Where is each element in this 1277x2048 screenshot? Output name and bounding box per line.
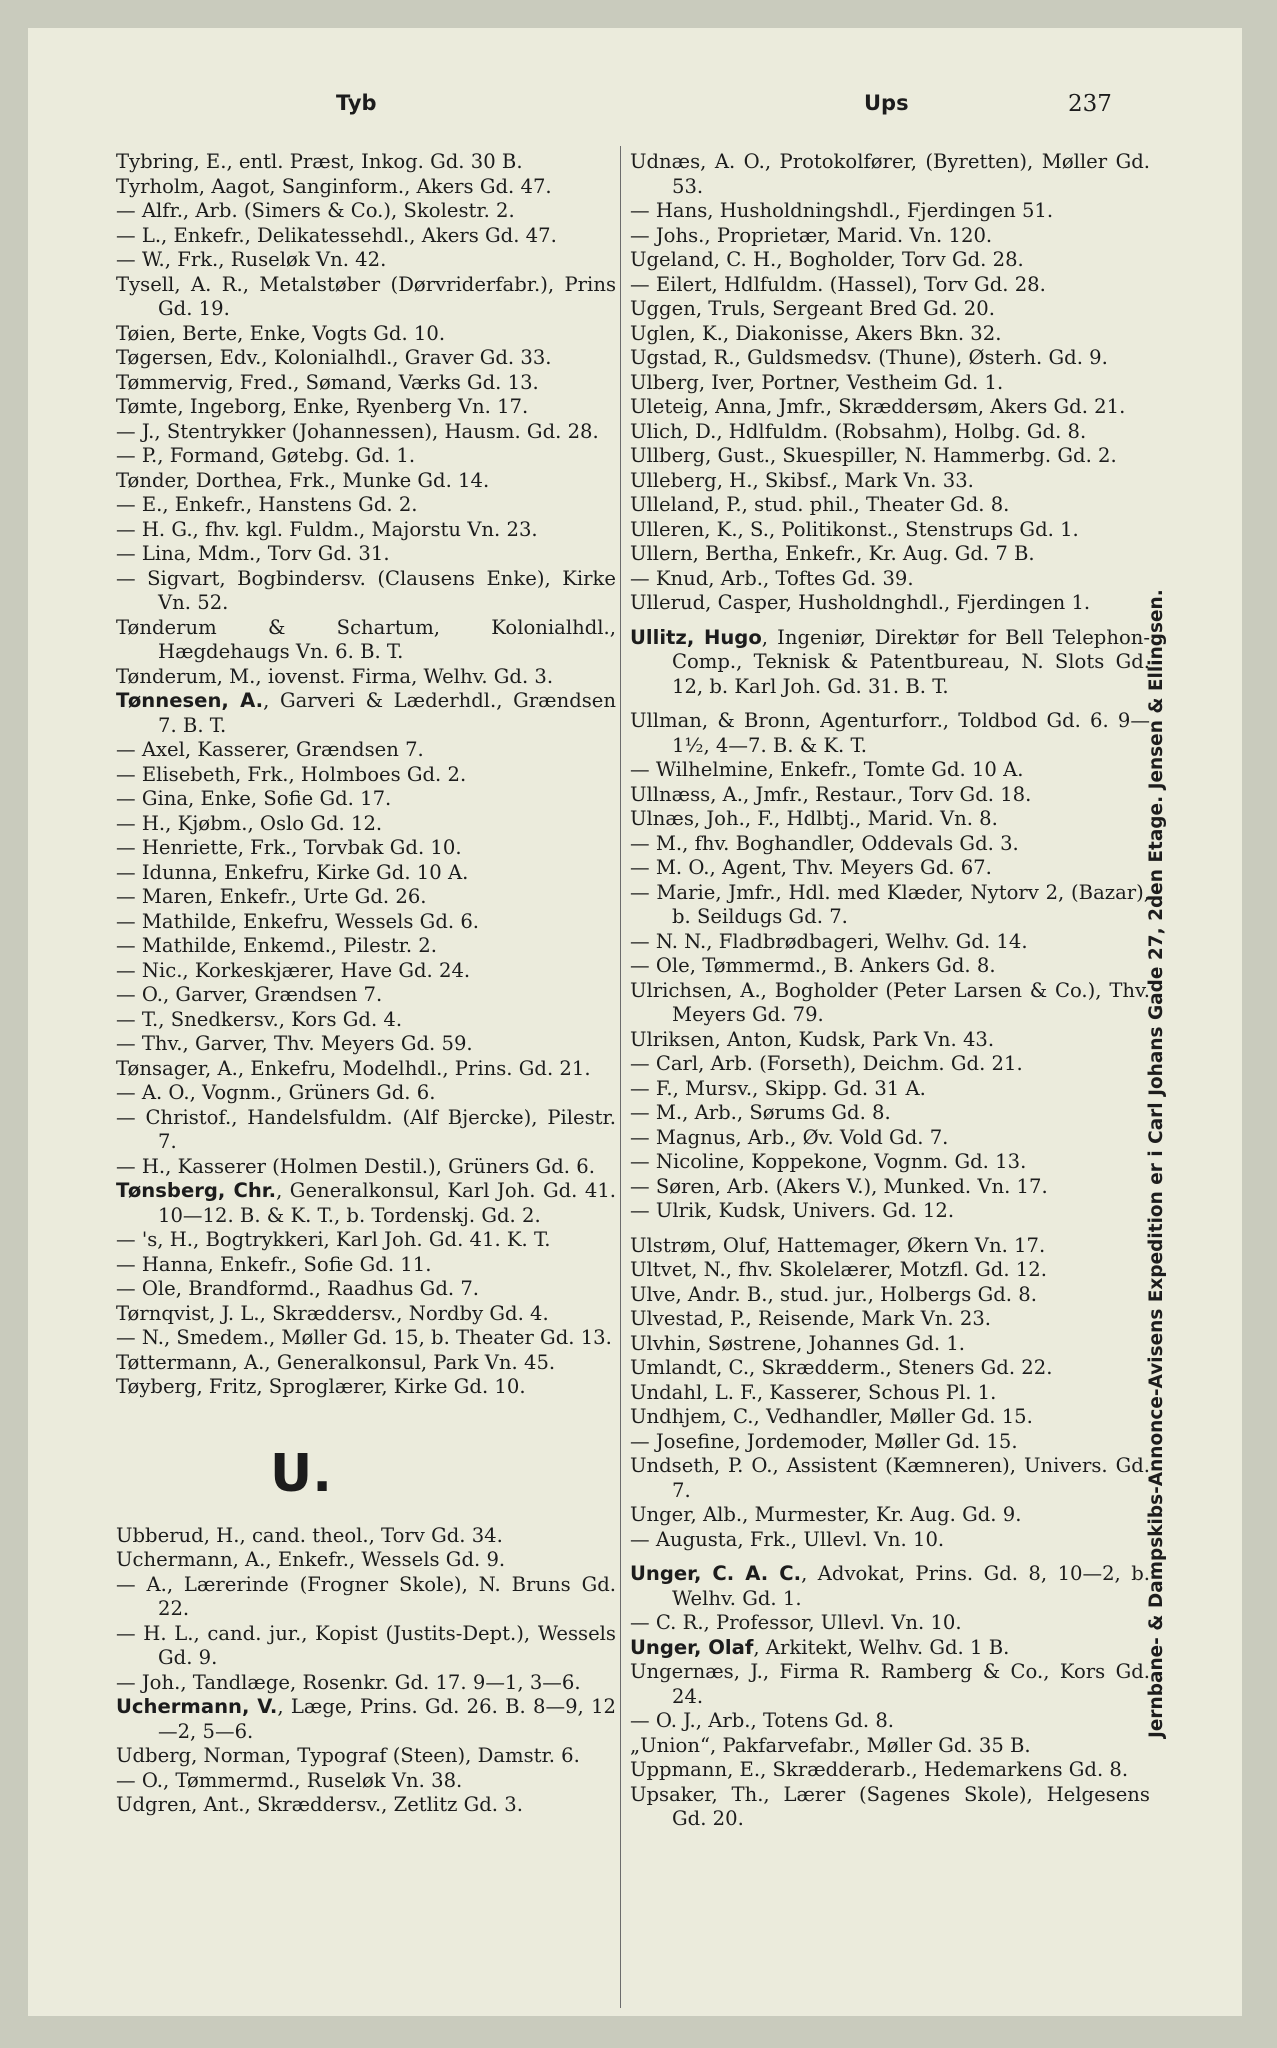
- directory-entry: [116, 836, 616, 861]
- entry-text: Uglen, K., Diakonisse, Akers Bkn. 32.: [630, 321, 1002, 345]
- entry-text: — Søren, Arb. (Akers V.), Munked. Vn. 17.: [630, 1174, 1048, 1198]
- directory-entry: [116, 689, 616, 738]
- directory-entry: [116, 1179, 616, 1228]
- entry-text: — P., Formand, Gøtebg. Gd. 1.: [116, 444, 416, 467]
- directory-entry: [116, 371, 616, 396]
- entry-text: Ulriksen, Anton, Kudsk, Park Vn. 43.: [630, 1027, 995, 1051]
- entry-name-bold: Unger, Olaf: [630, 1635, 754, 1659]
- entry-text: — Maren, Enkefr., Urte Gd. 26.: [116, 885, 427, 908]
- entry-text: — Wilhelmine, Enkefr., Tomte Gd. 10 A.: [630, 758, 1024, 781]
- entry-text: Udgren, Ant., Skræddersv., Zetlitz Gd. 3.: [116, 1793, 523, 1816]
- directory-entry: [630, 1636, 1150, 1661]
- directory-entry: [630, 395, 1150, 420]
- entry-text: Tøien, Berte, Enke, Vogts Gd. 10.: [116, 321, 446, 345]
- directory-entry: [116, 959, 616, 984]
- directory-entry: [116, 1375, 616, 1400]
- section-letter: U.: [270, 1443, 332, 1504]
- entry-text: — A., Lærerinde (Frogner Skole), N. Bruns Gd. 22.: [116, 1572, 616, 1620]
- directory-entry: [116, 1548, 616, 1573]
- entry-text: — Magnus, Arb., Øv. Vold Gd. 7.: [630, 1125, 949, 1149]
- directory-entry: [630, 1199, 1150, 1224]
- directory-entry: [116, 420, 616, 445]
- left-entry-list: [116, 150, 616, 1400]
- entry-text: , Læge, Prins. Gd. 26. B. 8—9, 12—2, 5—6.: [158, 1695, 616, 1743]
- entry-text: — J., Stentrykker (Johannessen), Hausm. Gd. 28.: [116, 419, 599, 443]
- directory-entry: [630, 1758, 1150, 1783]
- entry-text: Ulnæs, Joh., F., Hdlbtj., Marid. Vn. 8.: [630, 807, 998, 830]
- page-number: 237: [1068, 91, 1112, 117]
- directory-entry: [116, 1524, 616, 1549]
- entry-text: — Nic., Korkeskjærer, Have Gd. 24.: [116, 958, 471, 982]
- entry-text: Ubberud, H., cand. theol., Torv Gd. 34.: [116, 1523, 503, 1547]
- directory-entry: [116, 1326, 616, 1351]
- directory-entry: [116, 616, 616, 665]
- directory-entry: [116, 175, 616, 200]
- directory-entry: [116, 738, 616, 763]
- right-entry-list: [630, 150, 1150, 1832]
- directory-entry: [630, 1660, 1150, 1709]
- directory-entry: [630, 832, 1150, 857]
- entry-text: Ulleren, K., S., Politikonst., Stenstrups Gd. 1.: [630, 517, 1079, 541]
- entry-text: Uchermann, A., Enkefr., Wessels Gd. 9.: [116, 1548, 506, 1571]
- directory-entry: [630, 150, 1150, 199]
- entry-text: — Mathilde, Enkefru, Wessels Gd. 6.: [116, 909, 480, 933]
- entry-text: — Henriette, Frk., Torvbak Gd. 10.: [116, 836, 462, 859]
- entry-text: Ulleland, P., stud. phil., Theater Gd. 8.: [630, 493, 1010, 516]
- entry-text: — H. G., fhv. kgl. Fuldm., Majorstu Vn. 23.: [116, 517, 538, 541]
- directory-entry: [116, 1081, 616, 1106]
- directory-entry: [630, 346, 1150, 371]
- directory-entry: [116, 1695, 616, 1744]
- entry-text: Tøttermann, A., Generalkonsul, Park Vn. 45.: [116, 1350, 556, 1374]
- entry-text: — H., Kjøbm., Oslo Gd. 12.: [116, 811, 383, 835]
- entry-text: Unger, Alb., Murmester, Kr. Aug. Gd. 9.: [630, 1503, 1022, 1526]
- directory-entry: [116, 346, 616, 371]
- entry-text: — Carl, Arb. (Forseth), Deichm. Gd. 21.: [630, 1052, 1023, 1075]
- directory-entry: [630, 1405, 1150, 1430]
- entry-text: , Garveri & Læderhdl., Grændsen 7. B. T.: [158, 689, 617, 737]
- directory-entry: [116, 1573, 616, 1622]
- entry-text: „Union“, Pakfarvefabr., Møller Gd. 35 B.: [630, 1733, 1031, 1757]
- directory-entry: [116, 567, 616, 616]
- directory-entry: [630, 199, 1150, 224]
- directory-entry: [630, 1562, 1150, 1611]
- entry-text: — O., Tømmermd., Ruseløk Vn. 38.: [116, 1768, 463, 1792]
- sidebar-advertisement: Jernbane- & Dampskibs-Annonce-Avisens Expedition er i Carl Johans Gade 27, 2den Etage. Jensen & Ellingsen.: [1146, 589, 1167, 1738]
- directory-entry: [630, 224, 1150, 249]
- entry-text: Ungernæs, J., Firma R. Ramberg & Co., Kors Gd. 24.: [630, 1660, 1150, 1708]
- entry-text: Tømte, Ingeborg, Enke, Ryenberg Vn. 17.: [116, 395, 529, 418]
- directory-entry: [630, 1528, 1150, 1553]
- entry-text: — M., Arb., Sørums Gd. 8.: [630, 1101, 891, 1124]
- entry-text: Tøyberg, Fritz, Sproglærer, Kirke Gd. 10.: [116, 1375, 526, 1398]
- entry-text: Ulleberg, H., Skibsf., Mark Vn. 33.: [630, 468, 974, 492]
- directory-entry: [630, 1783, 1150, 1832]
- entry-text: — A. O., Vognm., Grüners Gd. 6.: [116, 1081, 436, 1104]
- entry-text: — O. J., Arb., Totens Gd. 8.: [630, 1709, 895, 1732]
- directory-entry: [116, 1622, 616, 1671]
- directory-entry: [116, 1032, 616, 1057]
- directory-entry: [116, 1744, 616, 1769]
- directory-entry: [116, 1769, 616, 1794]
- entry-text: — Axel, Kasserer, Grændsen 7.: [116, 738, 424, 761]
- directory-entry: [630, 567, 1150, 592]
- entry-text: — T., Snedkersv., Kors Gd. 4.: [116, 1007, 403, 1031]
- directory-entry: [630, 469, 1150, 494]
- directory-entry: [116, 518, 616, 543]
- entry-text: Tyrholm, Aagot, Sanginform., Akers Gd. 47.: [116, 174, 552, 198]
- directory-entry: [116, 1253, 616, 1278]
- entry-name-bold: Tønnesen, A.: [116, 689, 264, 712]
- directory-entry: [630, 1175, 1150, 1200]
- entry-text: Ullberg, Gust., Skuespiller, N. Hammerbg. Gd. 2.: [630, 444, 1117, 467]
- directory-entry: [630, 1454, 1150, 1503]
- column-divider: [620, 146, 621, 2008]
- entry-text: Tysell, A. R., Metalstøber (Dørvriderfabr.), Prins Gd. 19.: [116, 272, 616, 320]
- directory-entry: [630, 1332, 1150, 1357]
- directory-entry: [116, 861, 616, 886]
- entry-text: Uleteig, Anna, Jmfr., Skræddersøm, Akers Gd. 21.: [630, 395, 1126, 418]
- entry-text: Tønderum & Schartum, Kolonialhdl., Hægdehaugs Vn. 6. B. T.: [116, 615, 616, 663]
- directory-entry: [630, 1734, 1150, 1759]
- directory-entry: [116, 1057, 616, 1082]
- entry-text: — Idunna, Enkefru, Kirke Gd. 10 A.: [116, 860, 469, 884]
- directory-entry: [630, 1381, 1150, 1406]
- entry-text: Udberg, Norman, Typograf (Steen), Damstr. 6.: [116, 1744, 580, 1767]
- directory-entry: [630, 371, 1150, 396]
- entry-name-bold: Tønsberg, Chr.: [116, 1179, 277, 1202]
- directory-page: [28, 28, 1242, 2016]
- directory-entry: [630, 1126, 1150, 1151]
- entry-text: Ulstrøm, Oluf, Hattemager, Økern Vn. 17.: [630, 1233, 1046, 1257]
- directory-entry: [116, 273, 616, 322]
- directory-entry: [630, 758, 1150, 783]
- entry-text: — N., Smedem., Møller Gd. 15, b. Theater Gd. 13.: [116, 1326, 612, 1349]
- entry-text: Ulich, D., Hdlfuldm. (Robsahm), Holbg. Gd. 8.: [630, 419, 1087, 443]
- entry-text: Ugeland, C. H., Bogholder, Torv Gd. 28.: [630, 248, 1024, 271]
- entry-text: Ulrichsen, A., Bogholder (Peter Larsen & Co.), Thv. Meyers Gd. 79.: [630, 978, 1150, 1026]
- directory-entry: [630, 1234, 1150, 1259]
- directory-entry: [116, 444, 616, 469]
- entry-text: — Ulrik, Kudsk, Univers. Gd. 12.: [630, 1199, 955, 1222]
- entry-text: — H. L., cand. jur., Kopist (Justits-Dept.), Wessels Gd. 9.: [116, 1621, 616, 1669]
- entry-text: — W., Frk., Ruseløk Vn. 42.: [116, 248, 387, 271]
- entry-text: — Lina, Mdm., Torv Gd. 31.: [116, 542, 390, 565]
- directory-entry: [116, 812, 616, 837]
- directory-entry: [630, 1307, 1150, 1332]
- running-head-center: Ups: [864, 91, 909, 115]
- directory-entry: [116, 469, 616, 494]
- left-u-entry-list: [116, 1524, 616, 1818]
- directory-entry: [630, 542, 1150, 567]
- entry-text: , Ingeniør, Direktør for Bell Telephon-Comp., Teknisk & Patentbureau, N. Slots Gd. 12, b. Karl Joh. Gd. 31. B. T.: [672, 625, 1150, 698]
- entry-text: Tybring, E., entl. Præst, Inkog. Gd. 30 B.: [116, 150, 523, 173]
- directory-entry: [630, 518, 1150, 543]
- entry-text: — N. N., Fladbrødbageri, Welhv. Gd. 14.: [630, 929, 1028, 953]
- directory-entry: [116, 1008, 616, 1033]
- entry-text: Ulberg, Iver, Portner, Vestheim Gd. 1.: [630, 370, 1004, 394]
- directory-entry: [116, 1351, 616, 1376]
- entry-text: Ultvet, N., fhv. Skolelærer, Motzfl. Gd. 12.: [630, 1258, 1047, 1281]
- entry-text: Tørnqvist, J. L., Skræddersv., Nordby Gd. 4.: [116, 1301, 549, 1325]
- directory-entry: [116, 1228, 616, 1253]
- entry-text: — Josefine, Jordemoder, Møller Gd. 15.: [630, 1429, 1018, 1453]
- directory-entry: [630, 1101, 1150, 1126]
- directory-entry: [116, 787, 616, 812]
- entry-text: Ugstad, R., Guldsmedsv. (Thune), Østerh. Gd. 9.: [630, 346, 1108, 369]
- entry-text: Undahl, L. F., Kasserer, Schous Pl. 1.: [630, 1380, 997, 1404]
- directory-entry: [116, 395, 616, 420]
- entry-text: — F., Mursv., Skipp. Gd. 31 A.: [630, 1076, 926, 1100]
- entry-text: — Alfr., Arb. (Simers & Co.), Skolestr. 2.: [116, 199, 515, 222]
- entry-text: — O., Garver, Grændsen 7.: [116, 983, 383, 1006]
- directory-entry: [630, 930, 1150, 955]
- directory-entry: [630, 783, 1150, 808]
- directory-entry: [630, 1283, 1150, 1308]
- directory-entry: [630, 807, 1150, 832]
- right-column: [630, 150, 1150, 1832]
- entry-text: Uggen, Truls, Sergeant Bred Gd. 20.: [630, 297, 995, 320]
- entry-text: — Christof., Handelsfuldm. (Alf Bjercke), Pilestr. 7.: [116, 1105, 616, 1153]
- running-head-left: Tyb: [336, 91, 377, 115]
- entry-text: Tønsager, A., Enkefru, Modelhdl., Prins. Gd. 21.: [116, 1056, 591, 1080]
- directory-entry: [630, 626, 1150, 700]
- directory-entry: [630, 1052, 1150, 1077]
- entry-text: — Mathilde, Enkemd., Pilestr. 2.: [116, 934, 437, 957]
- directory-entry: [630, 856, 1150, 881]
- entry-name-bold: Unger, C. A. C.: [630, 1562, 802, 1585]
- directory-entry: [116, 150, 616, 175]
- entry-text: — Johs., Proprietær, Marid. Vn. 120.: [630, 223, 993, 247]
- directory-entry: [116, 885, 616, 910]
- entry-text: — E., Enkefr., Hanstens Gd. 2.: [116, 493, 418, 516]
- directory-entry: [630, 322, 1150, 347]
- entry-text: Tømmervig, Fred., Sømand, Værks Gd. 13.: [116, 370, 539, 394]
- entry-text: — Augusta, Frk., Ullevl. Vn. 10.: [630, 1527, 945, 1551]
- entry-text: , Generalkonsul, Karl Joh. Gd. 41. 10—12. B. & K. T., b. Tordenskj. Gd. 2.: [158, 1179, 617, 1227]
- directory-entry: [630, 709, 1150, 758]
- directory-entry: [630, 420, 1150, 445]
- entry-text: — M., fhv. Boghandler, Oddevals Gd. 3.: [630, 831, 1019, 855]
- entry-text: Uppmann, E., Skrædderarb., Hedemarkens Gd. 8.: [630, 1758, 1129, 1781]
- entry-text: , Advokat, Prins. Gd. 8, 10—2, b. Welhv. Gd. 1.: [672, 1562, 1150, 1610]
- entry-text: — M. O., Agent, Thv. Meyers Gd. 67.: [630, 856, 992, 879]
- entry-text: , Arkitekt, Welhv. Gd. 1 B.: [753, 1635, 1010, 1659]
- directory-entry: [630, 1430, 1150, 1455]
- directory-entry: [630, 297, 1150, 322]
- entry-text: — Hans, Husholdningshdl., Fjerdingen 51.: [630, 199, 1054, 222]
- entry-text: Tøgersen, Edv., Kolonialhdl., Graver Gd. 33.: [116, 346, 552, 369]
- entry-text: — Gina, Enke, Sofie Gd. 17.: [116, 787, 392, 810]
- entry-text: — C. R., Professor, Ullevl. Vn. 10.: [630, 1611, 962, 1634]
- entry-text: Udnæs, A. O., Protokolfører, (Byretten), Møller Gd. 53.: [630, 150, 1150, 198]
- directory-entry: [630, 979, 1150, 1028]
- entry-text: Umlandt, C., Skrædderm., Steners Gd. 22.: [630, 1356, 1053, 1379]
- directory-entry: [630, 1356, 1150, 1381]
- entry-text: — Ole, Brandformd., Raadhus Gd. 7.: [116, 1277, 480, 1300]
- directory-entry: [630, 1503, 1150, 1528]
- entry-text: Ulvestad, P., Reisende, Mark Vn. 23.: [630, 1307, 992, 1330]
- entry-text: Ullern, Bertha, Enkefr., Kr. Aug. Gd. 7 B.: [630, 542, 1035, 565]
- entry-text: — Sigvart, Bogbindersv. (Clausens Enke), Kirke Vn. 52.: [116, 566, 616, 614]
- entry-name-bold: Uchermann, V.: [116, 1695, 278, 1718]
- directory-entry: [630, 1150, 1150, 1175]
- directory-entry: [116, 224, 616, 249]
- entry-text: — Joh., Tandlæge, Rosenkr. Gd. 17. 9—1, 3—6.: [116, 1670, 581, 1694]
- directory-entry: [630, 1258, 1150, 1283]
- directory-entry: [630, 493, 1150, 518]
- directory-entry: [630, 1709, 1150, 1734]
- entry-text: Ullnæss, A., Jmfr., Restaur., Torv Gd. 18.: [630, 782, 1032, 806]
- entry-text: Ullerud, Casper, Husholdnghdl., Fjerdingen 1.: [630, 591, 1091, 614]
- directory-entry: [116, 1671, 616, 1696]
- entry-text: — H., Kasserer (Holmen Destil.), Grüners Gd. 6.: [116, 1154, 595, 1178]
- directory-entry: [116, 322, 616, 347]
- directory-entry: [116, 248, 616, 273]
- directory-entry: [630, 954, 1150, 979]
- directory-entry: [630, 273, 1150, 298]
- directory-entry: [116, 910, 616, 935]
- directory-entry: [116, 493, 616, 518]
- entry-text: — 's, H., Bogtrykkeri, Karl Joh. Gd. 41. K. T.: [116, 1228, 551, 1251]
- entry-text: — Eilert, Hdlfuldm. (Hassel), Torv Gd. 28.: [630, 272, 1046, 296]
- directory-entry: [630, 1077, 1150, 1102]
- entry-text: — Nicoline, Koppekone, Vognm. Gd. 13.: [630, 1150, 1027, 1173]
- entry-text: — Thv., Garver, Thv. Meyers Gd. 59.: [116, 1032, 473, 1055]
- directory-entry: [630, 248, 1150, 273]
- directory-entry: [630, 591, 1150, 616]
- directory-entry: [630, 1028, 1150, 1053]
- entry-text: Ulvhin, Søstrene, Johannes Gd. 1.: [630, 1331, 966, 1355]
- directory-entry: [116, 542, 616, 567]
- entry-text: — Elisebeth, Frk., Holmboes Gd. 2.: [116, 762, 467, 786]
- entry-text: — L., Enkefr., Delikatessehdl., Akers Gd. 47.: [116, 223, 557, 247]
- entry-name-bold: Ullitz, Hugo: [630, 625, 762, 649]
- entry-text: Ulve, Andr. B., stud. jur., Holbergs Gd. 8.: [630, 1282, 1037, 1306]
- directory-entry: [630, 1611, 1150, 1636]
- directory-entry: [116, 665, 616, 690]
- directory-entry: [116, 1793, 616, 1818]
- directory-entry: [116, 983, 616, 1008]
- entry-text: Undseth, P. O., Assistent (Kæmneren), Univers. Gd. 7.: [630, 1454, 1150, 1502]
- entry-text: — Knud, Arb., Toftes Gd. 39.: [630, 566, 914, 590]
- directory-entry: [630, 881, 1150, 930]
- directory-entry: [116, 1302, 616, 1327]
- entry-text: — Hanna, Enkefr., Sofie Gd. 11.: [116, 1252, 432, 1276]
- entry-text: — Ole, Tømmermd., B. Ankers Gd. 8.: [630, 954, 996, 977]
- directory-entry: [116, 199, 616, 224]
- directory-entry: [116, 1155, 616, 1180]
- directory-entry: [116, 1106, 616, 1155]
- left-column: [116, 150, 616, 1818]
- directory-entry: [116, 1277, 616, 1302]
- entry-text: Undhjem, C., Vedhandler, Møller Gd. 15.: [630, 1405, 1033, 1428]
- directory-entry: [116, 934, 616, 959]
- entry-text: Upsaker, Th., Lærer (Sagenes Skole), Helgesens Gd. 20.: [630, 1782, 1150, 1830]
- directory-entry: [116, 763, 616, 788]
- entry-text: — Marie, Jmfr., Hdl. med Klæder, Nytorv 2, (Bazar), b. Seildugs Gd. 7.: [630, 880, 1150, 928]
- entry-text: Ullman, & Bronn, Agenturforr., Toldbod Gd. 6. 9—1½, 4—7. B. & K. T.: [630, 709, 1150, 757]
- entry-text: Tønderum, M., iovenst. Firma, Welhv. Gd. 3.: [116, 664, 554, 688]
- directory-entry: [630, 444, 1150, 469]
- entry-text: Tønder, Dorthea, Frk., Munke Gd. 14.: [116, 468, 490, 492]
